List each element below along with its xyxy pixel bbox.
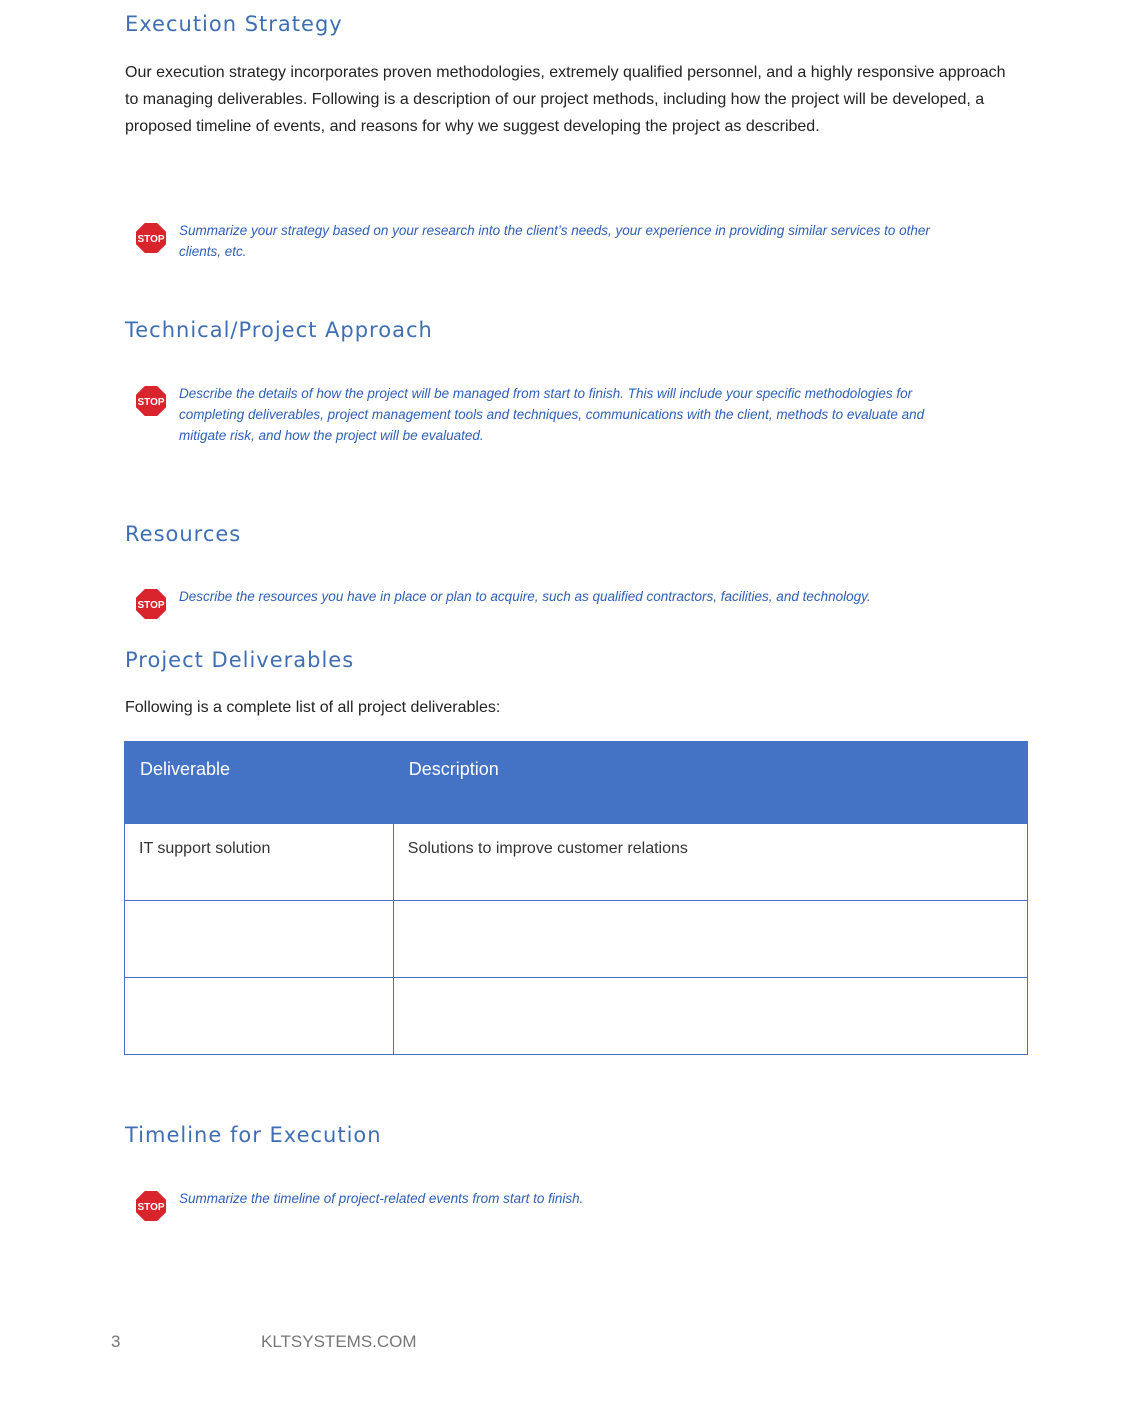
- stop-label: STOP: [137, 234, 165, 245]
- note-text: Describe the resources you have in place or plan to acquire, such as qualified contractors, facilities, and technology.: [179, 589, 871, 604]
- execution-strategy-paragraph: Our execution strategy incorporates proven methodologies, extremely qualified personnel, and a highly responsive approach to managing deliverables. Following is a description of our project methods, including how the project will be developed, a proposed timeline of events, and reasons for why we suggest developing the project as described.: [125, 64, 1006, 135]
- heading-execution-strategy: Execution Strategy: [125, 12, 343, 36]
- cell-description: [393, 901, 1027, 978]
- column-header-description: Description: [393, 742, 1027, 824]
- stop-label: STOP: [137, 600, 165, 611]
- stop-label: STOP: [137, 1202, 165, 1213]
- heading-technical-approach: Technical/Project Approach: [125, 318, 433, 342]
- heading-project-deliverables: Project Deliverables: [125, 648, 355, 672]
- deliverables-intro: Following is a complete list of all project deliverables:: [125, 699, 501, 716]
- column-header-deliverable: Deliverable: [125, 742, 394, 824]
- note-text: Describe the details of how the project will be managed from start to finish. This will include your specific methodologies for completing deliverables, project management tools and techniques, communications with the client, methods to evaluate and mitigate risk, and how the project will be evaluated.: [179, 386, 925, 443]
- cell-description: Solutions to improve customer relations: [393, 824, 1027, 901]
- stop-sign-icon: [133, 1188, 169, 1224]
- heading-resources: Resources: [125, 522, 242, 546]
- stop-sign-icon: [133, 383, 169, 419]
- heading-timeline: Timeline for Execution: [125, 1123, 382, 1147]
- cell-deliverable: IT support solution: [125, 824, 394, 901]
- footer-site: KLTSYSTEMS.COM: [261, 1332, 417, 1351]
- note-text: Summarize the timeline of project-related events from start to finish.: [179, 1191, 584, 1206]
- cell-description: [393, 978, 1027, 1055]
- stop-label: STOP: [137, 397, 165, 408]
- note-text: Summarize your strategy based on your research into the client’s needs, your experience in providing similar services to other clients, etc.: [179, 223, 930, 259]
- stop-sign-icon: [133, 220, 169, 256]
- stop-sign-icon: [133, 586, 169, 622]
- page-number: 3: [111, 1332, 121, 1351]
- cell-deliverable: [125, 901, 394, 978]
- cell-deliverable: [125, 978, 394, 1055]
- table-row: [125, 978, 1028, 1055]
- table-header-row: [125, 742, 1028, 824]
- table-row: [125, 901, 1028, 978]
- deliverables-table: [124, 741, 1028, 1055]
- table-row: [125, 824, 1028, 901]
